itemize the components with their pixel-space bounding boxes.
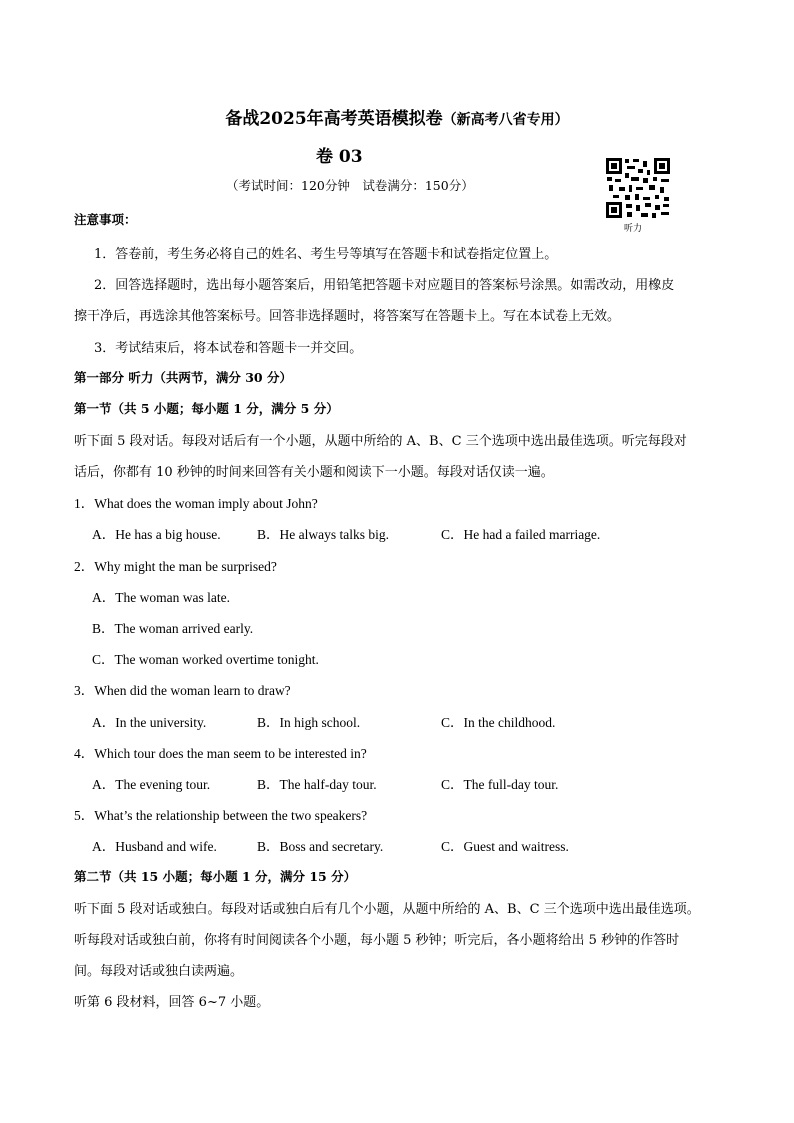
question-2-option-c[interactable]: C．The woman worked overtime tonight. <box>92 652 319 667</box>
notice-item-3: 3．考试结束后，将本试卷和答题卡一并交回。 <box>94 341 363 356</box>
question-5: 5．What’s the relationship between the two speakers? <box>74 808 368 823</box>
question-1-option-b[interactable]: B．He always talks big. <box>257 527 389 542</box>
question-5-option-a[interactable]: A．Husband and wife. <box>92 839 217 854</box>
question-1-option-a[interactable]: A．He has a big house. <box>92 527 221 542</box>
question-3: 3．When did the woman learn to draw? <box>74 683 291 698</box>
section2-heading: 第二节（共 15 小题；每小题 1 分，满分 15 分） <box>74 869 357 884</box>
notice-item-2-line-1: 2．回答选择题时，选出每小题答案后，用铅笔把答题卡对应题目的答案标号涂黑。如需改动，用橡皮 <box>94 278 675 293</box>
qr-code-icon[interactable] <box>605 157 671 219</box>
title-main: 备战2025年高考英语模拟卷 <box>225 109 443 129</box>
question-2-option-a[interactable]: A．The woman was late. <box>92 590 230 605</box>
question-5-option-b[interactable]: B．Boss and secretary. <box>257 839 384 854</box>
volume-label: 卷 03 <box>316 147 363 167</box>
qr-label: 听力 <box>624 224 643 234</box>
question-2: 2．Why might the man be surprised? <box>74 559 277 574</box>
section2-instructions-line-3: 间。每段对话或独白读两遍。 <box>74 964 244 979</box>
section2-instructions-line-1: 听下面 5 段对话或独白。每段对话或独白后有几个小题，从题中所给的 A、B、C 三个选项中选出最佳选项。 <box>74 902 700 917</box>
question-4-option-c[interactable]: C．The full-day tour. <box>441 777 559 792</box>
section1-instructions-line-2: 话后，你都有 10 秒钟的时间来回答有关小题和阅读下一小题。每段对话仅读一遍。 <box>74 465 554 480</box>
question-3-option-c[interactable]: C．In the childhood. <box>441 715 556 730</box>
question-5-option-c[interactable]: C．Guest and waitress. <box>441 839 569 854</box>
question-1: 1．What does the woman imply about John? <box>74 496 318 511</box>
title-sub: （新高考八省专用） <box>442 112 569 128</box>
question-3-option-b[interactable]: B．In high school. <box>257 715 361 730</box>
question-2-option-b[interactable]: B．The woman arrived early. <box>92 621 254 636</box>
question-3-option-a[interactable]: A．In the university. <box>92 715 207 730</box>
section1-instructions-line-1: 听下面 5 段对话。每段对话后有一个小题，从题中所给的 A、B、C 三个选项中选出最佳选项。听完每段对 <box>74 434 687 449</box>
notice-item-2-line-2: 擦干净后，再选涂其他答案标号。回答非选择题时，将答案写在答题卡上。写在本试卷上无效。 <box>74 309 621 324</box>
question-1-option-c[interactable]: C．He had a failed marriage. <box>441 527 601 542</box>
notice-item-1: 1．答卷前，考生务必将自己的姓名、考生号等填写在答题卡和试卷指定位置上。 <box>94 247 558 262</box>
time-info: （考试时间：120分钟 试卷满分：150分） <box>226 178 474 193</box>
question-4-option-a[interactable]: A．The evening tour. <box>92 777 211 792</box>
question-4-option-b[interactable]: B．The half-day tour. <box>257 777 377 792</box>
section1-heading: 第一节（共 5 小题；每小题 1 分，满分 5 分） <box>74 401 339 416</box>
part1-heading: 第一部分 听力（共两节，满分 30 分） <box>74 370 292 385</box>
notice-heading: 注意事项： <box>74 212 137 227</box>
question-4: 4．Which tour does the man seem to be interested in? <box>74 746 367 761</box>
exam-title <box>0 104 794 129</box>
section2-instructions-line-2: 听每段对话或独白前，你将有时间阅读各个小题，每小题 5 秒钟；听完后，各小题将给出 5 秒钟的作答时 <box>74 933 680 948</box>
material-6-instruction: 听第 6 段材料，回答 6~7 小题。 <box>74 995 270 1010</box>
